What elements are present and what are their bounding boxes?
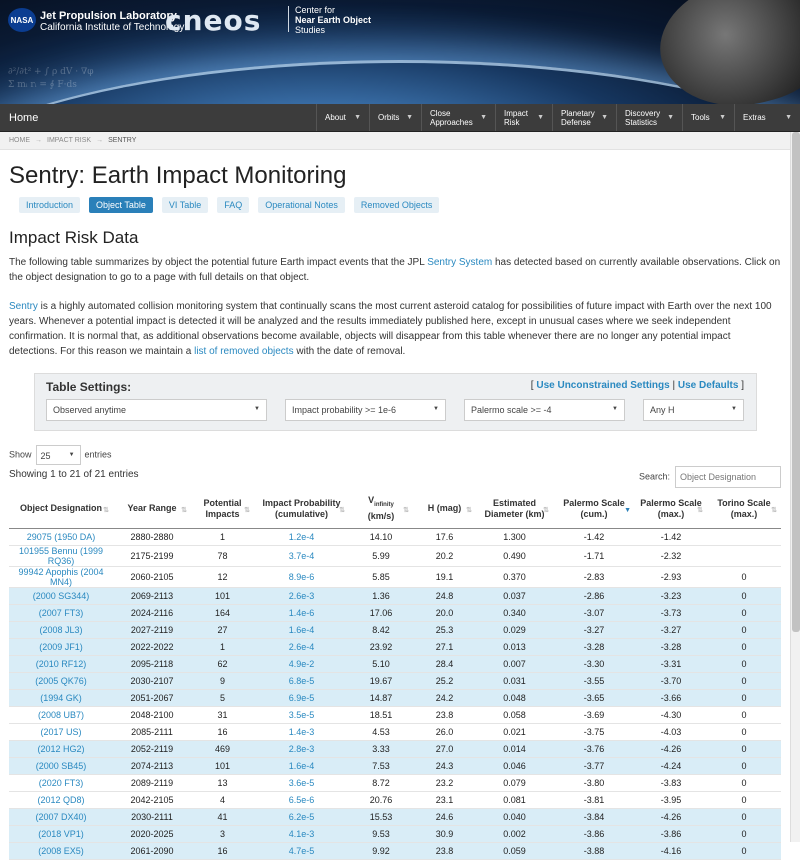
object-link[interactable]: (2018 VP1): [9, 825, 113, 842]
table-cell: 164: [191, 604, 254, 621]
breadcrumb: [0, 132, 800, 150]
table-cell: [707, 528, 781, 545]
table-cell: 2175-2199: [113, 545, 191, 566]
table-cell: -4.03: [635, 723, 707, 740]
table-cell: -3.80: [553, 774, 635, 791]
settings-title: Table Settings:: [46, 380, 132, 394]
nav-planetary-defense[interactable]: Planetary Defense ▼: [552, 104, 616, 131]
dropdown-arrow-icon: ▼: [731, 406, 737, 412]
table-cell: 0.014: [476, 740, 553, 757]
sort-icon: ⇅: [697, 507, 703, 514]
table-cell: 2030-2107: [113, 672, 191, 689]
arrow-right-icon: →: [35, 137, 42, 144]
table-cell: 1.6e-4: [254, 621, 349, 638]
tab-vi-table[interactable]: VI Table: [162, 197, 208, 213]
table-cell: -3.07: [553, 604, 635, 621]
table-cell: 0.013: [476, 638, 553, 655]
object-link[interactable]: (2008 EX5): [9, 842, 113, 859]
breadcrumb-current: SENTRY: [108, 137, 137, 144]
table-cell: 2022-2022: [113, 638, 191, 655]
table-cell: 1.300: [476, 528, 553, 545]
table-cell: 27.1: [413, 638, 476, 655]
table-row: [9, 655, 781, 672]
table-cell: 2020-2025: [113, 825, 191, 842]
table-cell: 6.5e-6: [254, 791, 349, 808]
table-cell: 2060-2105: [113, 566, 191, 587]
arrow-right-icon: →: [96, 137, 104, 144]
col-v-infinity[interactable]: $V_{infinity}$ (km/s) ⇅: [349, 490, 413, 528]
table-cell: 1.2e-4: [254, 528, 349, 545]
nav-orbits[interactable]: Orbits ▼: [369, 104, 421, 131]
table-cell: 2061-2090: [113, 842, 191, 859]
sort-icon: ⇅: [543, 507, 549, 514]
table-cell: -2.93: [635, 566, 707, 587]
table-cell: 0.037: [476, 587, 553, 604]
table-cell: 1.4e-6: [254, 604, 349, 621]
table-cell: 8.42: [349, 621, 413, 638]
table-cell: 6.9e-5: [254, 689, 349, 706]
caret-down-icon: ▼: [785, 114, 792, 121]
table-cell: -3.69: [553, 706, 635, 723]
table-cell: 4.53: [349, 723, 413, 740]
table-cell: -3.31: [635, 655, 707, 672]
table-cell: -3.28: [635, 638, 707, 655]
object-link[interactable]: (2008 UB7): [9, 706, 113, 723]
table-cell: 2074-2113: [113, 757, 191, 774]
sort-icon: ⇅: [403, 507, 409, 514]
sort-desc-icon: ▼: [624, 507, 631, 514]
sort-icon: ⇅: [466, 507, 472, 514]
table-row: [9, 604, 781, 621]
header-banner: [0, 0, 800, 104]
table-cell: 23.1: [413, 791, 476, 808]
table-cell: -1.42: [553, 528, 635, 545]
table-cell: 0: [707, 723, 781, 740]
object-link[interactable]: (2020 FT3): [9, 774, 113, 791]
table-row: [9, 672, 781, 689]
table-cell: 0.058: [476, 706, 553, 723]
caret-down-icon: ▼: [537, 114, 544, 121]
dropdown-arrow-icon: ▼: [254, 406, 260, 412]
table-cell: 0.031: [476, 672, 553, 689]
table-cell: 25.2: [413, 672, 476, 689]
show-entries: Show 25 ▼ entries: [9, 445, 112, 465]
sort-icon: ⇅: [771, 507, 777, 514]
table-info: Showing 1 to 21 of 21 entries: [9, 469, 139, 480]
table-cell: 0: [707, 825, 781, 842]
table-cell: 4.7e-5: [254, 842, 349, 859]
table-cell: 19.67: [349, 672, 413, 689]
object-link[interactable]: (2007 FT3): [9, 604, 113, 621]
col-torino[interactable]: Torino Scale (max.) ⇅: [707, 490, 781, 528]
removed-objects-link[interactable]: list of removed objects: [194, 346, 294, 357]
table-cell: 2880-2880: [113, 528, 191, 545]
table-cell: 24.2: [413, 689, 476, 706]
table-cell: 41: [191, 808, 254, 825]
sub-tabs: [0, 190, 800, 213]
object-link[interactable]: (1994 GK): [9, 689, 113, 706]
object-link[interactable]: (2005 QK76): [9, 672, 113, 689]
cneos-subtitle: Center for Near Earth Object Studies: [295, 5, 372, 35]
table-cell: 5.10: [349, 655, 413, 672]
table-cell: -3.83: [635, 774, 707, 791]
table-cell: -1.42: [635, 528, 707, 545]
table-cell: 6.2e-5: [254, 808, 349, 825]
table-cell: 8.9e-6: [254, 566, 349, 587]
table-cell: 20.2: [413, 545, 476, 566]
table-cell: 9: [191, 672, 254, 689]
table-cell: 0: [707, 706, 781, 723]
table-header-row: [9, 490, 781, 528]
table-row: [9, 791, 781, 808]
table-cell: 1.6e-4: [254, 757, 349, 774]
use-defaults-link[interactable]: Use Defaults: [677, 380, 739, 391]
table-cell: 0.046: [476, 757, 553, 774]
table-cell: 0: [707, 587, 781, 604]
table-row: [9, 808, 781, 825]
col-object[interactable]: Object Designation ⇅: [9, 490, 113, 528]
table-cell: -4.24: [635, 757, 707, 774]
table-cell: 2024-2116: [113, 604, 191, 621]
table-cell: 0.002: [476, 825, 553, 842]
table-body: [9, 528, 781, 859]
table-cell: 0.059: [476, 842, 553, 859]
table-cell: -3.70: [635, 672, 707, 689]
table-cell: -3.55: [553, 672, 635, 689]
entries-select[interactable]: 25 ▼: [36, 445, 81, 465]
table-cell: 0: [707, 604, 781, 621]
table-cell: 5.85: [349, 566, 413, 587]
table-cell: -3.76: [553, 740, 635, 757]
col-potential-impacts[interactable]: Potential Impacts ⇅: [191, 490, 254, 528]
nav-extras[interactable]: Extras ▼: [734, 104, 800, 131]
sentry-description: Sentry is a highly automated collision monitoring system that continually scans the most current asteroid catalog for possibilities of future impact with Earth over the next 100 years. Whenever a potential impact is detected it will be analyzed and the results immediately published here, except in unusual cases where we seek independent confirmation. It is normal that, as additional observations become available, objects will disappear from this table whenever there are no longer any potential impact detections. For this reason we maintain a list of removed objects with the date of removal.: [9, 301, 772, 357]
table-cell: 3: [191, 825, 254, 842]
table-cell: 4.1e-3: [254, 825, 349, 842]
table-cell: 19.1: [413, 566, 476, 587]
table-cell: 4: [191, 791, 254, 808]
nav-tools[interactable]: Tools ▼: [682, 104, 734, 131]
table-cell: -3.23: [635, 587, 707, 604]
nav-about[interactable]: About ▼: [316, 104, 369, 131]
table-cell: 23.92: [349, 638, 413, 655]
table-cell: -1.71: [553, 545, 635, 566]
object-link[interactable]: (2017 US): [9, 723, 113, 740]
tab-removed-objects[interactable]: Removed Objects: [354, 197, 440, 213]
table-cell: 0.370: [476, 566, 553, 587]
table-cell: -4.26: [635, 740, 707, 757]
jpl-title[interactable]: Jet Propulsion Laboratory California Institute of Technology: [40, 10, 185, 33]
palermo-select[interactable]: Palermo scale >= -4 ▼: [464, 399, 625, 421]
search-box: Search: Object Designation: [639, 466, 781, 488]
table-cell: 5.99: [349, 545, 413, 566]
table-cell: 16: [191, 842, 254, 859]
table-cell: -4.30: [635, 706, 707, 723]
table-cell: -3.27: [553, 621, 635, 638]
page-title: Sentry: Earth Impact Monitoring: [9, 162, 347, 189]
col-palermo-max[interactable]: Palermo Scale (max.) ⇅: [635, 490, 707, 528]
table-cell: 0.340: [476, 604, 553, 621]
unconstrained-settings-link[interactable]: Use Unconstrained Settings: [536, 380, 670, 391]
nav-impact-risk[interactable]: Impact Risk ▼: [495, 104, 552, 131]
table-cell: 0.490: [476, 545, 553, 566]
dropdown-arrow-icon: ▼: [612, 406, 618, 412]
table-cell: 23.8: [413, 706, 476, 723]
table-cell: -3.77: [553, 757, 635, 774]
nav-close-approaches[interactable]: Close Approaches ▼: [421, 104, 495, 131]
tab-introduction[interactable]: Introduction: [19, 197, 80, 213]
scrollbar-thumb[interactable]: [792, 132, 800, 632]
table-cell: -3.75: [553, 723, 635, 740]
table-cell: 26.0: [413, 723, 476, 740]
page-scrollbar[interactable]: [790, 132, 800, 842]
caret-down-icon: ▼: [719, 114, 726, 121]
caret-down-icon: ▼: [601, 114, 608, 121]
settings-links: [ Use Unconstrained Settings | Use Defaults ]: [530, 380, 744, 391]
table-cell: 17.6: [413, 528, 476, 545]
table-cell: 20.76: [349, 791, 413, 808]
table-row: [9, 842, 781, 859]
table-cell: 0: [707, 774, 781, 791]
search-input[interactable]: Object Designation: [675, 466, 781, 488]
table-cell: 5: [191, 689, 254, 706]
table-cell: -2.32: [635, 545, 707, 566]
caret-down-icon: ▼: [480, 114, 487, 121]
table-cell: 23.2: [413, 774, 476, 791]
table-cell: 1.4e-3: [254, 723, 349, 740]
table-cell: -4.16: [635, 842, 707, 859]
table-cell: 2048-2100: [113, 706, 191, 723]
table-cell: 9.53: [349, 825, 413, 842]
table-cell: 2.8e-3: [254, 740, 349, 757]
col-palermo-cum[interactable]: Palermo Scale (cum.) ▼: [553, 490, 635, 528]
object-link[interactable]: 99942 Apophis (2004 MN4): [9, 566, 113, 587]
table-cell: 17.06: [349, 604, 413, 621]
object-link[interactable]: (2000 SB45): [9, 757, 113, 774]
table-cell: 14.87: [349, 689, 413, 706]
table-row: [9, 545, 781, 566]
table-row: [9, 706, 781, 723]
sentry-link[interactable]: Sentry: [9, 301, 38, 312]
table-cell: 25.3: [413, 621, 476, 638]
table-cell: -4.26: [635, 808, 707, 825]
table-cell: 14.10: [349, 528, 413, 545]
table-cell: 0: [707, 655, 781, 672]
breadcrumb-home[interactable]: HOME: [9, 137, 30, 144]
table-cell: [707, 545, 781, 566]
object-link[interactable]: (2010 RF12): [9, 655, 113, 672]
main-nav: [0, 104, 800, 132]
background-formula: ∂²/∂t² + ∫ ρ dV · ∇φ Σ mᵢ rᵢ = ∮ F·ds: [8, 67, 94, 90]
table-cell: -3.73: [635, 604, 707, 621]
sort-icon: ⇅: [181, 507, 187, 514]
object-link[interactable]: 101955 Bennu (1999 RQ36): [9, 545, 113, 566]
table-cell: 13: [191, 774, 254, 791]
table-cell: 469: [191, 740, 254, 757]
table-cell: 2051-2067: [113, 689, 191, 706]
table-cell: 7.53: [349, 757, 413, 774]
object-link[interactable]: (2007 DX40): [9, 808, 113, 825]
col-diameter[interactable]: Estimated Diameter (km) ⇅: [476, 490, 553, 528]
table-cell: -2.83: [553, 566, 635, 587]
table-cell: 15.53: [349, 808, 413, 825]
table-cell: 0.007: [476, 655, 553, 672]
table-cell: 12: [191, 566, 254, 587]
table-cell: 2027-2119: [113, 621, 191, 638]
table-cell: 6.8e-5: [254, 672, 349, 689]
table-cell: 0: [707, 808, 781, 825]
table-cell: 27.0: [413, 740, 476, 757]
object-link[interactable]: 29075 (1950 DA): [9, 528, 113, 545]
nav-home[interactable]: Home: [9, 112, 39, 124]
table-cell: 3.33: [349, 740, 413, 757]
table-cell: 2042-2105: [113, 791, 191, 808]
table-cell: 3.7e-4: [254, 545, 349, 566]
table-cell: -3.81: [553, 791, 635, 808]
table-cell: 0: [707, 842, 781, 859]
table-cell: 0.079: [476, 774, 553, 791]
table-cell: 27: [191, 621, 254, 638]
table-cell: 0: [707, 689, 781, 706]
table-cell: 0: [707, 621, 781, 638]
table-cell: 2030-2111: [113, 808, 191, 825]
table-cell: -3.84: [553, 808, 635, 825]
table-controls: [0, 431, 800, 482]
object-link[interactable]: (2012 QD8): [9, 791, 113, 808]
caret-down-icon: ▼: [667, 114, 674, 121]
table-cell: 24.3: [413, 757, 476, 774]
table-row: [9, 774, 781, 791]
table-cell: -3.86: [553, 825, 635, 842]
table-cell: 0.081: [476, 791, 553, 808]
table-cell: 2095-2118: [113, 655, 191, 672]
table-cell: -3.95: [635, 791, 707, 808]
table-cell: 31: [191, 706, 254, 723]
nasa-logo[interactable]: NASA: [8, 8, 36, 32]
caret-down-icon: ▼: [406, 114, 413, 121]
table-cell: 2085-2111: [113, 723, 191, 740]
table-row: [9, 638, 781, 655]
table-cell: 9.92: [349, 842, 413, 859]
table-cell: 101: [191, 757, 254, 774]
observed-select[interactable]: Observed anytime ▼: [46, 399, 267, 421]
table-cell: 16: [191, 723, 254, 740]
table-cell: 8.72: [349, 774, 413, 791]
table-cell: -3.65: [553, 689, 635, 706]
nav-discovery-statistics[interactable]: Discovery Statistics ▼: [616, 104, 682, 131]
tab-object-table[interactable]: Object Table: [89, 197, 153, 213]
table-cell: 0: [707, 566, 781, 587]
table-cell: 0: [707, 791, 781, 808]
table-cell: 20.0: [413, 604, 476, 621]
intro-paragraph: The following table summarizes by object the potential future Earth impact events that the JPL Sentry System has detected based on currently available observations. Click on the object designation to go to a page with full details on that object.: [9, 257, 781, 283]
table-cell: 101: [191, 587, 254, 604]
table-cell: -3.86: [635, 825, 707, 842]
cneos-logo[interactable]: cneos: [165, 4, 262, 37]
table-cell: 2089-2119: [113, 774, 191, 791]
col-year-range[interactable]: Year Range ⇅: [113, 490, 191, 528]
object-link[interactable]: (2012 HG2): [9, 740, 113, 757]
dropdown-arrow-icon: ▼: [433, 406, 439, 412]
table-cell: 18.51: [349, 706, 413, 723]
object-link[interactable]: (2009 JF1): [9, 638, 113, 655]
table-cell: 23.8: [413, 842, 476, 859]
object-link[interactable]: (2000 SG344): [9, 587, 113, 604]
section-title: Impact Risk Data: [9, 228, 139, 247]
sort-icon: ⇅: [103, 507, 109, 514]
sentry-table: [9, 490, 781, 860]
table-cell: 1: [191, 638, 254, 655]
tab-faq[interactable]: FAQ: [217, 197, 249, 213]
tab-operational-notes[interactable]: Operational Notes: [258, 197, 345, 213]
table-cell: 0.040: [476, 808, 553, 825]
table-cell: 1: [191, 528, 254, 545]
table-row: [9, 587, 781, 604]
table-cell: 0.021: [476, 723, 553, 740]
table-cell: -3.27: [635, 621, 707, 638]
table-cell: 24.6: [413, 808, 476, 825]
table-settings: [34, 373, 757, 431]
caret-down-icon: ▼: [354, 114, 361, 121]
table-cell: 78: [191, 545, 254, 566]
table-cell: -3.66: [635, 689, 707, 706]
breadcrumb-impact-risk[interactable]: IMPACT RISK: [47, 137, 92, 144]
table-cell: 2069-2113: [113, 587, 191, 604]
sentry-system-link[interactable]: Sentry System: [427, 257, 493, 268]
table-cell: 0.048: [476, 689, 553, 706]
table-row: [9, 621, 781, 638]
impact-probability-select[interactable]: Impact probability >= 1e-6 ▼: [285, 399, 446, 421]
logo-divider: [288, 6, 289, 32]
object-link[interactable]: (2008 JL3): [9, 621, 113, 638]
table-row: [9, 757, 781, 774]
table-cell: 30.9: [413, 825, 476, 842]
table-cell: -3.88: [553, 842, 635, 859]
h-select[interactable]: Any H ▼: [643, 399, 744, 421]
table-cell: -3.30: [553, 655, 635, 672]
table-cell: 0: [707, 638, 781, 655]
table-row: [9, 825, 781, 842]
table-cell: 62: [191, 655, 254, 672]
table-cell: 3.6e-5: [254, 774, 349, 791]
table-cell: 24.8: [413, 587, 476, 604]
col-h-mag[interactable]: H (mag) ⇅: [413, 490, 476, 528]
table-cell: -2.86: [553, 587, 635, 604]
table-cell: 0: [707, 740, 781, 757]
table-cell: 0: [707, 672, 781, 689]
table-row: [9, 528, 781, 545]
table-cell: 4.9e-2: [254, 655, 349, 672]
table-cell: 28.4: [413, 655, 476, 672]
table-row: [9, 723, 781, 740]
table-cell: 2.6e-4: [254, 638, 349, 655]
table-row: [9, 689, 781, 706]
dropdown-arrow-icon: ▼: [68, 452, 75, 458]
table-cell: 2052-2119: [113, 740, 191, 757]
table-cell: 0: [707, 757, 781, 774]
sort-icon: ⇅: [339, 507, 345, 514]
table-cell: -3.28: [553, 638, 635, 655]
table-row: [9, 566, 781, 587]
table-cell: 0.029: [476, 621, 553, 638]
table-cell: 2.6e-3: [254, 587, 349, 604]
table-row: [9, 740, 781, 757]
table-cell: 1.36: [349, 587, 413, 604]
sort-icon: ⇅: [244, 507, 250, 514]
table-cell: 3.5e-5: [254, 706, 349, 723]
col-impact-probability[interactable]: Impact Probability (cumulative) ⇅: [254, 490, 349, 528]
